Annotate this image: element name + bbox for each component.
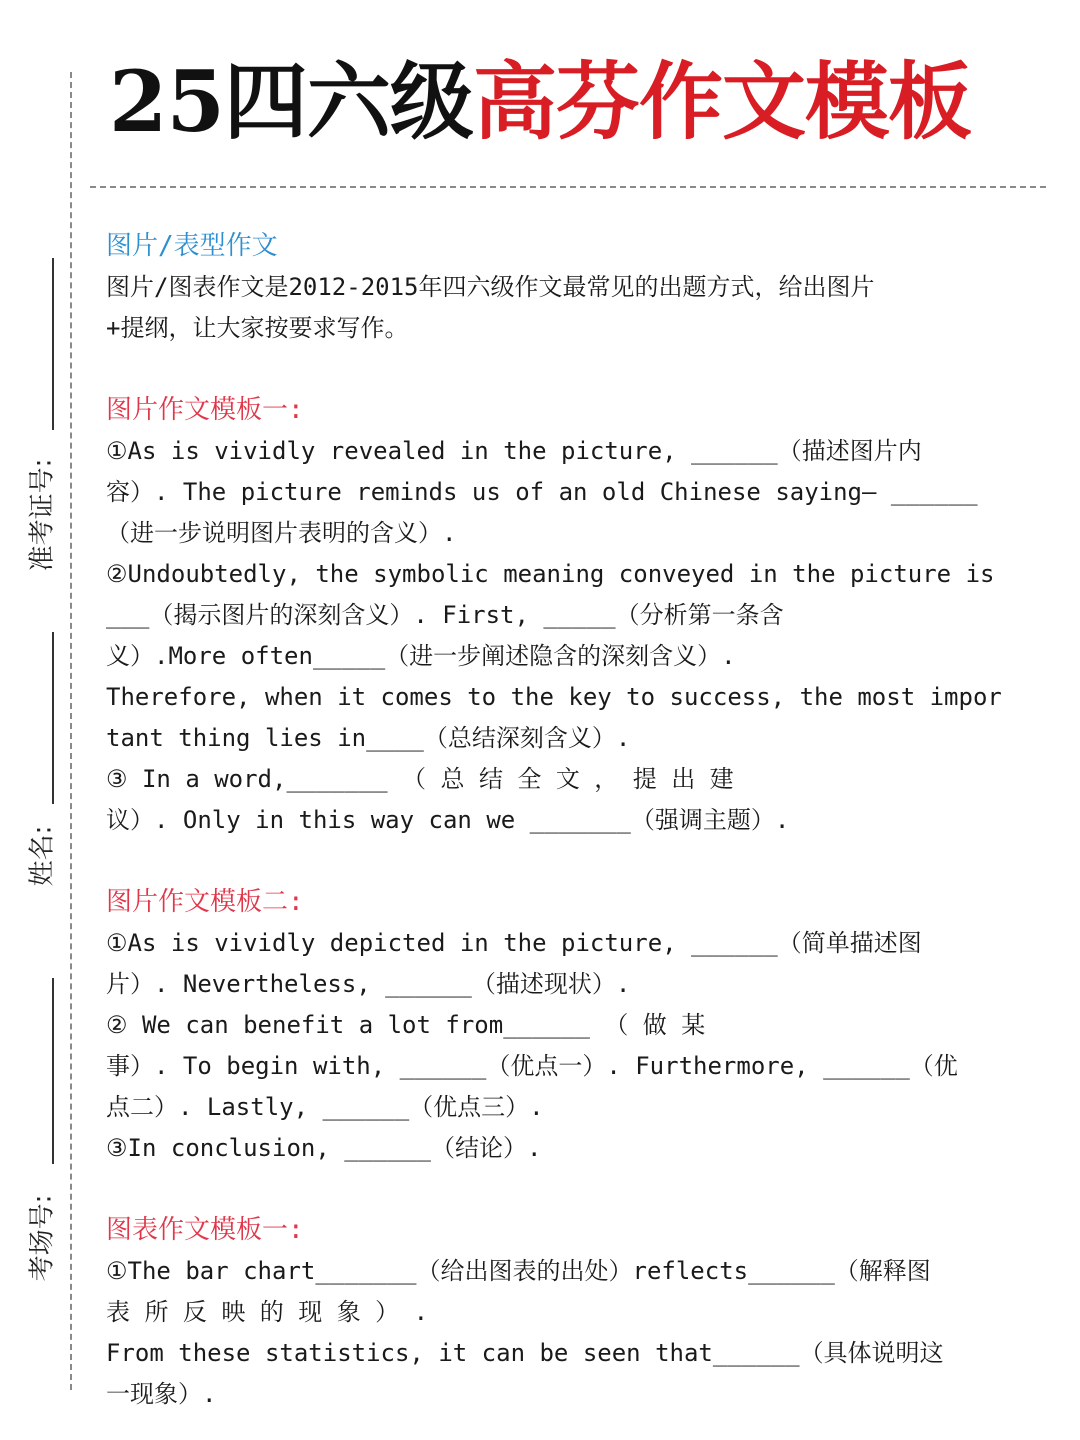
page-title: [0, 52, 1080, 152]
template-line: ③In conclusion, ______（结论）.: [106, 1134, 542, 1162]
template-line: ③ In a word,_______ （ 总 结 全 文 ， 提 出 建: [106, 765, 734, 793]
room-number-line: [52, 978, 54, 1164]
template-line: ② We can benefit a lot from______ （ 做 某: [106, 1011, 706, 1039]
template-line: ___（揭示图片的深刻含义）. First, _____（分析第一条含: [106, 601, 784, 629]
template-line: ①The bar chart_______（给出图表的出处）reflects______（解释图: [106, 1257, 931, 1285]
template-line: 点二）. Lastly, ______（优点三）.: [106, 1093, 544, 1121]
category-intro-line: 图片/图表作文是2012-2015年四六级作文最常见的出题方式，给出图片: [106, 273, 875, 301]
template-line: （进一步说明图片表明的含义）.: [106, 519, 457, 547]
template-line: 义）.More often_____（进一步阐述隐含的深刻含义）.: [106, 642, 736, 670]
template-line: Therefore, when it comes to the key to success, the most impor: [106, 683, 1002, 711]
template-line: 议）. Only in this way can we _______（强调主题）.: [106, 806, 790, 834]
template-line: tant thing lies in____（总结深刻含义）.: [106, 724, 631, 752]
template-line: ①As is vividly revealed in the picture, ______（描述图片内: [106, 437, 922, 465]
template-line: 一现象）.: [106, 1380, 217, 1408]
template-heading-chart-1: 图表作文模板一:: [106, 1215, 304, 1245]
template-line: 片）. Nevertheless, ______（描述现状）.: [106, 970, 631, 998]
ticket-number-line: [52, 258, 54, 430]
title-part-red: 高芬作文模板: [472, 52, 971, 151]
template-line: From these statistics, it can be seen that______（具体说明这: [106, 1339, 944, 1367]
template-heading-picture-1: 图片作文模板一:: [106, 395, 304, 425]
header-dashed-divider: [90, 186, 1046, 188]
margin-dashed-divider: [70, 72, 72, 1390]
template-line: 表 所 反 映 的 现 象 ） .: [106, 1298, 429, 1326]
template-line: 容）. The picture reminds us of an old Chinese saying— ______: [106, 478, 978, 506]
essay-templates-body: [106, 226, 1036, 1415]
template-line: 事）. To begin with, ______（优点一）. Furthermore, ______（优: [106, 1052, 958, 1080]
template-line: ①As is vividly depicted in the picture, ______（简单描述图: [106, 929, 922, 957]
category-intro-line: +提纲，让大家按要求写作。: [106, 314, 409, 342]
template-line: ②Undoubtedly, the symbolic meaning conveyed in the picture is: [106, 560, 995, 588]
template-heading-picture-2: 图片作文模板二:: [106, 887, 304, 917]
category-heading: 图片/表型作文: [106, 231, 278, 261]
title-part-black: 25四六级: [109, 52, 473, 151]
name-line: [52, 632, 54, 804]
